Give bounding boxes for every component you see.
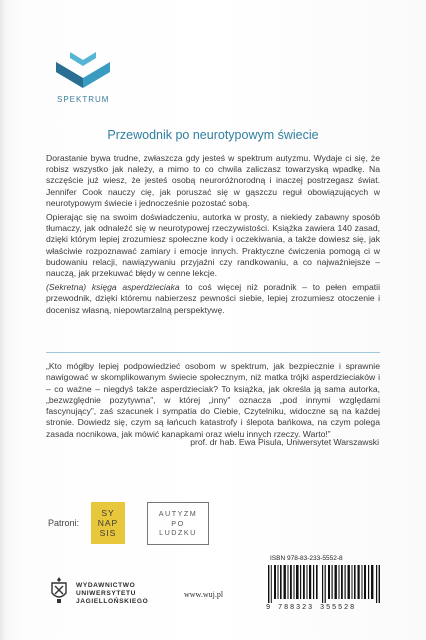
- isbn-label: ISBN 978-83-233-5552-8: [270, 555, 343, 562]
- closing-paragraph: [46, 282, 380, 316]
- publisher-line: JAGIELLOŃSKIEGO: [76, 598, 149, 605]
- divider: [46, 352, 380, 353]
- isbn-digits: 9 788323 355528: [266, 604, 357, 612]
- spine-edge: [0, 0, 6, 640]
- synapsis-logo: [91, 502, 125, 544]
- publisher-website: www.wuj.pl: [184, 590, 224, 599]
- blurb-quote: „Kto mógłby lepiej podpowiedzieć osobom w spektrum, jak bezpiecznie i sprawnie nawigować w skomplikowanym świecie społecznym, niż matka trójki asperdzieciaków i – co ważne – niegdyś także asperdzieciak? To książka, jak określa ją sama autorka, „bezwzględnie pozytywna”, w której „inny” oznacza „pod innymi względami fascynujący”, zaś szacunek i sympatia do Ciebie, Czytelniku, widoczne są na każdej stronie. Dowiedz się, czym są łańcuch katastrofy i ślepota bańkowa, na czym polega zasada nocnikowa, jak mówić kanapkami oraz wielu innych rzeczy. Warto!”: [46, 361, 380, 439]
- brand-name: SPEKTRUM: [57, 95, 110, 104]
- book-title-italic: (Sekretna) księga asperdzieciaka: [46, 282, 180, 293]
- quote-author: prof. dr hab. Ewa Pisula, Uniwersytet Warszawski: [190, 437, 379, 447]
- cover-heading: Przewodnik po neurotypowym świecie: [107, 128, 319, 142]
- synapsis-line: SIS: [99, 528, 117, 538]
- autyzm-line: PO: [171, 518, 185, 528]
- publisher-line: WYDAWNICTWO: [76, 582, 136, 589]
- autyzm-line: AUTYZM: [158, 509, 198, 519]
- publisher-name: [76, 582, 148, 606]
- description: [46, 153, 380, 319]
- publisher-line: UNIWERSYTETU: [76, 590, 136, 597]
- eagle-crest-icon: [48, 575, 70, 605]
- synapsis-line: SY: [101, 508, 115, 518]
- closing-text: to coś więcej niż poradnik – to pełen empatii przewodnik, dzięki któremu nabierzesz pewności siebie, lepiej zrozumiesz otoczenie i docenisz własną, niepowtarzalną perspektywę.: [46, 282, 380, 315]
- description-paragraph: Opierając się na swoim doświadczeniu, autorka w prosty, a niekiedy zabawny sposób tłumaczy, jak odnaleźć się w neurotypowej rzeczywistości. Książka zawiera 140 zasad, dzięki którym lepiej zrozumiesz społeczne kody i oczekiwania, a także dowiesz się, jak właściwie rozpoznawać zamiary i emocje innych. Praktyczne ćwiczenia pomogą ci w budowaniu relacji, nawiązywaniu przyjaźni czy randkowaniu, a co najważniejsze – nauczą, jak przekuwać błędy w cenne lekcje.: [46, 212, 380, 279]
- autyzm-po-ludzku-logo: [147, 502, 209, 545]
- autyzm-line: LUDZKU: [159, 528, 197, 538]
- description-paragraph: Dorastanie bywa trudne, zwłaszcza gdy jesteś w spektrum autyzmu. Wydaje ci się, że robisz wszystko jak należy, a mimo to co chwila zaliczasz towarzyską wpadkę. Na szczęście już wiesz, że jesteś osobą neuroróżnorodną i inaczej postrzegasz świat. Jennifer Cook nauczy cię, jak poruszać się w gąszczu reguł obowiązujących w neurotypowym świecie i jednocześnie pozostać sobą.: [46, 153, 380, 208]
- synapsis-line: NAP: [97, 518, 119, 528]
- patrons-label: Patroni:: [48, 518, 80, 528]
- barcode-icon: [268, 565, 382, 603]
